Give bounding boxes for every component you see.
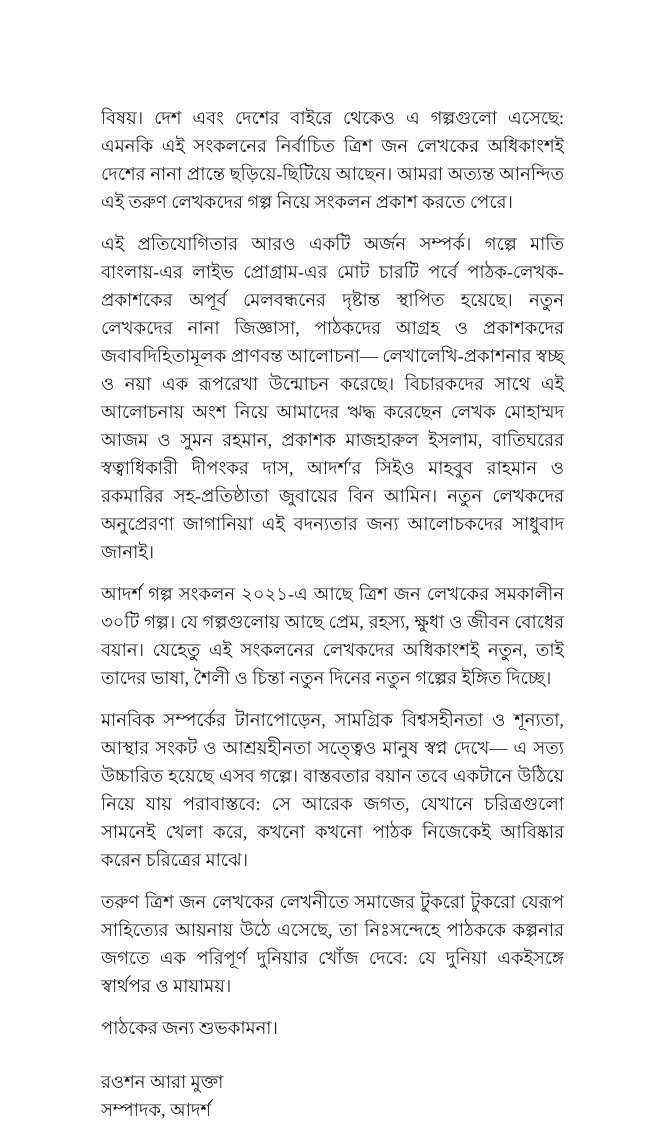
- paragraph-2: এই প্রতিযোগিতার আরও একটি অর্জন সম্পর্ক। গল্পে মাতি বাংলায়-এর লাইভ প্রোগ্রাম-এর মোট চারটি পর্বে পাঠক-লেখক-প্রকাশকের অপূর্ব মেলবন্ধনের দৃষ্টান্ত স্থাপিত হয়েছে। নতুন লেখকদের নানা জিজ্ঞাসা, পাঠকদের আগ্রহ ও প্রকাশকদের জবাবদিহিতামূলক প্রাণবন্ত আলোচনা— লেখালেখি-প্রকাশনার স্বচ্ছ ও নয়া এক রূপরেখা উন্মোচন করেছে। বিচারকদের সাথে এই আলোচনায় অংশ নিয়ে আমাদের ঋদ্ধ করেছেন লেখক মোহাম্মদ আজম ও সুমন রহমান, প্রকাশক মাজহারুল ইসলাম, বাতিঘরের স্বত্বাধিকারী দীপংকর দাস, আদর্শ'র সিইও মাহবুব রাহমান ও রকমারির সহ-প্রতিষ্ঠাতা জুবায়ের বিন আমিন। নতুন লেখকদের অনুপ্রেরণা জাগানিয়া এই বদন্যতার জন্য আলোচকদের সাধুবাদ জানাই।: [101, 234, 564, 562]
- signature-block: [101, 1068, 564, 1124]
- editorial-text-block: [101, 104, 564, 1124]
- paragraph-4: মানবিক সম্পর্কের টানাপোড়েন, সামগ্রিক বিশ্বসহীনতা ও শূন্যতা, আস্থার সংকট ও আশ্রয়হীনতা সত্ত্বেও মানুষ স্বপ্ন দেখে— এ সত্য উচ্চারিত হয়েছে এসব গল্পে। বাস্তবতার বয়ান তবে একটানে উঠিয়ে নিয়ে যায় পরাবাস্তবে: সে আরেক জগত, যেখানে চরিত্রগুলো সামনেই খেলা করে, কখনো কখনো পাঠক নিজেকেই আবিষ্কার করেন চরিত্রের মাঝে।: [101, 710, 564, 870]
- closing-line: পাঠকের জন্য শুভকামনা।: [101, 1018, 278, 1038]
- signature-name: রওশন আরা মুক্তা: [101, 1072, 224, 1092]
- signature-role: সম্পাদক, আদর্শ: [101, 1100, 212, 1120]
- paragraph-1: বিষয়। দেশ এবং দেশের বাইরে থেকেও এ গল্পগুলো এসেছে: এমনকি এই সংকলনের নির্বাচিত ত্রিশ জন লেখকের অধিকাংশই দেশের নানা প্রান্তে ছড়িয়ে-ছিটিয়ে আছেন। আমরা অত্যন্ত আনন্দিত এই তরুণ লেখকদের গল্প নিয়ে সংকলন প্রকাশ করতে পেরে।: [101, 108, 564, 212]
- paragraph-3: আদর্শ গল্প সংকলন ২০২১-এ আছে ত্রিশ জন লেখকের সমকালীন ৩০টি গল্প। যে গল্পগুলোয় আছে প্রেম, রহস্য, ক্ষুধা ও জীবন বোধের বয়ান। যেহেতু এই সংকলনের লেখকদের অধিকাংশই নতুন, তাই তাদের ভাষা, শৈলী ও চিন্তা নতুন দিনের নতুন গল্পের ইঙ্গিত দিচ্ছে।: [101, 584, 564, 688]
- paragraph-5: তরুণ ত্রিশ জন লেখকের লেখনীতে সমাজের টুকরো টুকরো যেরূপ সাহিত্যের আয়নায় উঠে এসেছে, তা নিঃসন্দেহে পাঠককে কল্পনার জগতে এক পরিপূর্ণ দুনিয়ার খোঁজ দেবে: যে দুনিয়া একইসঙ্গে স্বার্থপর ও মায়াময়।: [101, 892, 564, 996]
